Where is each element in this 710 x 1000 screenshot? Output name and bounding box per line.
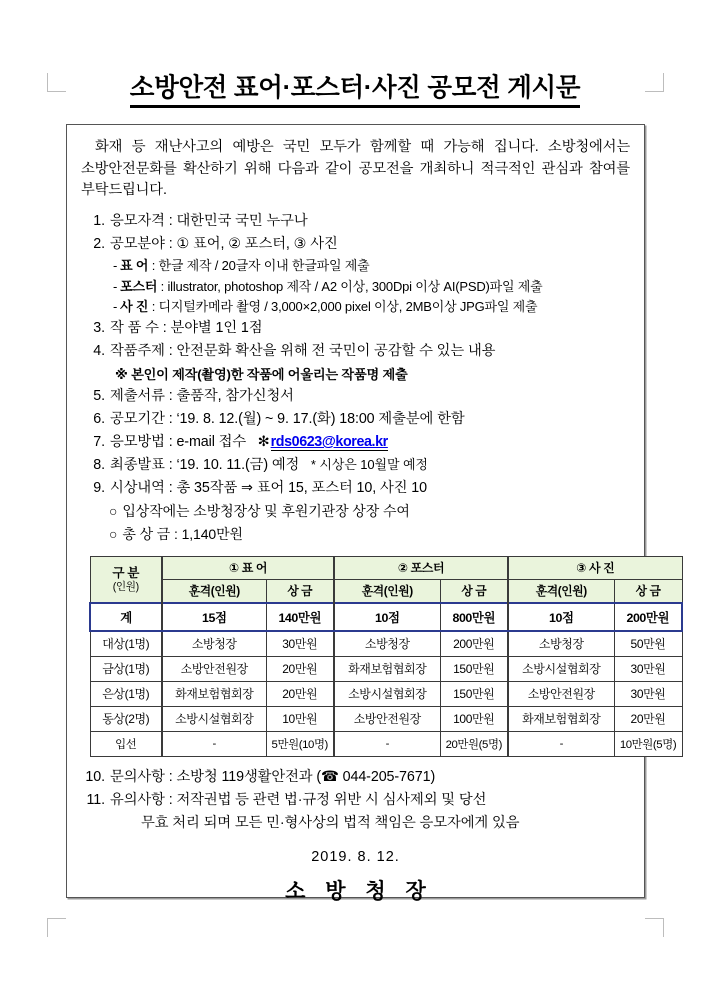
row-geumsang-slogan-rank: 소방안전원장: [162, 656, 266, 681]
subitem-photo: - 사 진 : 디지털카메라 촬영 / 3,000×2,000 pixel 이상, 2MB이상 JPG파일 제출: [113, 299, 538, 314]
row-ipseon-poster-prize: 20만원(5명): [440, 731, 508, 756]
list-item-4-note: ※ 본인이 제작(촬영)한 작품에 어울리는 작품명 제출: [115, 366, 408, 382]
row-daesang-poster-prize: 200만원: [440, 631, 508, 657]
list-item-3-text: 작 품 수 : 분야별 1인 1점: [110, 320, 263, 337]
list-item-1: [79, 210, 632, 233]
row-total-photo-rank: 10점: [508, 603, 614, 631]
footer-numbered-list: [79, 766, 632, 835]
list-item-9: [79, 477, 632, 500]
row-daesang-slogan-prize: 30만원: [266, 631, 334, 657]
list-item-10: [79, 766, 632, 789]
row-eunsang-photo-rank: 소방안전원장: [508, 681, 614, 706]
asterisk-marker-icon: ✻: [257, 434, 270, 451]
page-title-wrapper: [0, 74, 710, 108]
row-dongsang-poster-prize: 100만원: [440, 706, 508, 731]
row-eunsang-slogan-prize: 20만원: [266, 681, 334, 706]
table-row-total: [90, 603, 682, 631]
list-item-1-text: 응모자격 : 대한민국 국민 누구나: [110, 213, 308, 230]
list-item-10-number: 10.: [85, 768, 105, 785]
subitem-slogan: - 표 어 : 한글 제작 / 20글자 이내 한글파일 제출: [113, 258, 370, 274]
subheader-photo-rank: 훈격(인원): [508, 579, 614, 603]
list-item-5: [79, 385, 632, 408]
row-daesang-photo-prize: 50만원: [614, 631, 682, 657]
list-item-5-text: 제출서류 : 출품작, 참가신청서: [110, 387, 294, 404]
row-total-photo-prize: 200만원: [614, 603, 682, 631]
bullet-item-1: [79, 500, 632, 523]
row-total-slogan-prize: 140만원: [266, 603, 334, 631]
row-eunsang-slogan-rank: 화재보험협회장: [162, 681, 266, 706]
row-ipseon-photo-rank: -: [508, 731, 614, 756]
row-eunsang-poster-prize: 150만원: [440, 681, 508, 706]
list-item-7-label: 응모방법 : e-mail 접수: [110, 434, 247, 451]
list-item-9-number: 9.: [93, 480, 105, 497]
list-item-8-number: 8.: [93, 457, 105, 474]
bullet-1-dot-icon: ○: [109, 503, 118, 520]
list-item-10-text: 문의사항 : 소방청 119생활안전과 (☎ 044-205-7671): [110, 768, 436, 785]
row-dongsang-slogan-prize: 10만원: [266, 706, 334, 731]
page-title: 소방안전 표어·포스터·사진 공모전 게시문: [130, 74, 580, 108]
table-corner-label: 구 분: [112, 565, 140, 580]
row-geumsang-photo-prize: 30만원: [614, 656, 682, 681]
subheader-photo-prize: 상 금: [614, 579, 682, 603]
table-header-row-subheaders: [90, 579, 682, 603]
row-geumsang-label: 금상(1명): [90, 656, 162, 681]
table-group-header-poster: ② 포스터: [334, 556, 508, 579]
row-daesang-slogan-rank: 소방청장: [162, 631, 266, 657]
email-link[interactable]: rds0623@korea.kr: [270, 434, 388, 451]
list-item-7-number: 7.: [93, 434, 105, 451]
list-item-2: [79, 233, 632, 256]
row-daesang-label: 대상(1명): [90, 631, 162, 657]
row-ipseon-photo-prize: 10만원(5명): [614, 731, 682, 756]
row-daesang-photo-rank: 소방청장: [508, 631, 614, 657]
row-ipseon-label: 입선: [90, 731, 162, 756]
intro-paragraph: 화재 등 재난사고의 예방은 국민 모두가 함께할 때 가능해 집니다. 소방청에서는 소방안전문화를 확산하기 위해 다음과 같이 공모전을 개최하니 적극적인 관심과 참여를 부탁드립니다.: [81, 139, 630, 199]
row-geumsang-slogan-prize: 20만원: [266, 656, 334, 681]
list-item-4-text: 작품주제 : 안전문화 확산을 위해 전 국민이 공감할 수 있는 내용: [110, 343, 496, 360]
list-item-6-text: 공모기간 : ‘19. 8. 12.(월) ~ 9. 17.(화) 18:00 제출분에 한함: [110, 410, 465, 427]
list-item-4: [79, 340, 632, 363]
list-item-11-text: 유의사항 : 저작권법 등 관련 법·규정 위반 시 심사제외 및 당선: [110, 791, 487, 808]
subitem-photo-text: 디지털카메라 촬영 / 3,000×2,000 pixel 이상, 2MB이상 JPG파일 제출: [158, 299, 538, 314]
crop-mark-bottom-right: [645, 918, 664, 937]
row-daesang-poster-rank: 소방청장: [334, 631, 440, 657]
row-dongsang-poster-rank: 소방안전원장: [334, 706, 440, 731]
row-total-poster-rank: 10점: [334, 603, 440, 631]
list-item-6-number: 6.: [93, 410, 105, 427]
bullet-item-2: [79, 523, 632, 546]
list-item-11-continuation: 무효 처리 되며 모든 민·형사상의 법적 책임은 응모자에게 있음: [141, 815, 520, 832]
table-row-dongsang: [90, 706, 682, 731]
table-group-header-photo: ③ 사 진: [508, 556, 682, 579]
signature-line: 소 방 청 장: [285, 880, 433, 904]
row-total-poster-prize: 800만원: [440, 603, 508, 631]
subheader-slogan-prize: 상 금: [266, 579, 334, 603]
row-ipseon-slogan-prize: 5만원(10명): [266, 731, 334, 756]
list-item-3: [79, 317, 632, 340]
list-item-2-number: 2.: [93, 236, 105, 253]
list-item-1-number: 1.: [93, 213, 105, 230]
list-item-5-number: 5.: [93, 387, 105, 404]
row-geumsang-poster-prize: 150만원: [440, 656, 508, 681]
list-item-2-text: 공모분야 : ① 표어, ② 포스터, ③ 사진: [110, 236, 338, 253]
subheader-poster-rank: 훈격(인원): [334, 579, 440, 603]
table-row-eunsang: [90, 681, 682, 706]
table-row-daesang: [90, 631, 682, 657]
table-row-geumsang: [90, 656, 682, 681]
subitem-poster-label: 포스터: [120, 278, 158, 294]
list-item-7-text: [110, 431, 632, 454]
row-ipseon-poster-rank: -: [334, 731, 440, 756]
issue-date: 2019. 8. 12.: [311, 849, 400, 866]
subitem-photo-label: 사 진: [120, 299, 149, 314]
bullet-2-dot-icon: ○: [109, 526, 118, 543]
notice-content-box: [66, 124, 677, 904]
list-item-3-number: 3.: [93, 320, 105, 337]
numbered-list: [79, 210, 632, 546]
subitem-slogan-text: 한글 제작 / 20글자 이내 한글파일 제출: [158, 258, 370, 274]
row-dongsang-slogan-rank: 소방시설협회장: [162, 706, 266, 731]
list-item-8-label: 최종발표 : ‘19. 10. 11.(금) 예정: [110, 457, 300, 474]
table-row-ipseon: [90, 731, 682, 756]
table-group-header-slogan: ① 표 어: [162, 556, 334, 579]
subitem-poster-text: illustrator, photoshop 제작 / A2 이상, 300Dpi 이상 AI(PSD)파일 제출: [167, 278, 543, 294]
row-geumsang-photo-rank: 소방시설협회장: [508, 656, 614, 681]
subitem-poster-dash: -: [113, 278, 118, 294]
row-dongsang-label: 동상(2명): [90, 706, 162, 731]
prize-breakdown-table: [89, 556, 683, 757]
subitem-slogan-dash: -: [113, 258, 118, 274]
row-ipseon-slogan-rank: -: [162, 731, 266, 756]
award-schedule-note: * 시상은 10월말 예정: [310, 457, 428, 473]
row-geumsang-poster-rank: 화재보험협회장: [334, 656, 440, 681]
subitem-slogan-label: 표 어: [120, 258, 149, 274]
list-item-11: [79, 789, 632, 812]
subitem-poster: - 포스터 : illustrator, photoshop 제작 / A2 이상, 300Dpi 이상 AI(PSD)파일 제출: [113, 278, 543, 294]
row-dongsang-photo-prize: 20만원: [614, 706, 682, 731]
list-item-9-text: 시상내역 : 총 35작품 ⇒ 표어 15, 포스터 10, 사진 10: [110, 480, 427, 497]
list-item-8-text: [110, 454, 632, 477]
crop-mark-bottom-left: [47, 918, 66, 937]
subitem-photo-dash: -: [113, 299, 118, 314]
table-corner-sublabel: (인원): [112, 580, 139, 593]
table-corner-header: [90, 556, 162, 603]
row-eunsang-photo-prize: 30만원: [614, 681, 682, 706]
list-item-8: [79, 454, 632, 477]
row-total-label: 계: [90, 603, 162, 631]
row-total-slogan-rank: 15점: [162, 603, 266, 631]
row-dongsang-photo-rank: 화재보험협회장: [508, 706, 614, 731]
bullet-1-text: 입상작에는 소방청장상 및 후원기관장 상장 수여: [122, 503, 410, 520]
list-item-6: [79, 408, 632, 431]
row-eunsang-poster-rank: 소방시설협회장: [334, 681, 440, 706]
subheader-poster-prize: 상 금: [440, 579, 508, 603]
table-header-row-groups: [90, 556, 682, 579]
list-item-7: [79, 431, 632, 454]
list-item-4-number: 4.: [93, 343, 105, 360]
list-item-11-number: 11.: [86, 791, 105, 808]
bullet-2-text: 총 상 금 : 1,140만원: [122, 526, 243, 543]
subheader-slogan-rank: 훈격(인원): [162, 579, 266, 603]
row-eunsang-label: 은상(1명): [90, 681, 162, 706]
